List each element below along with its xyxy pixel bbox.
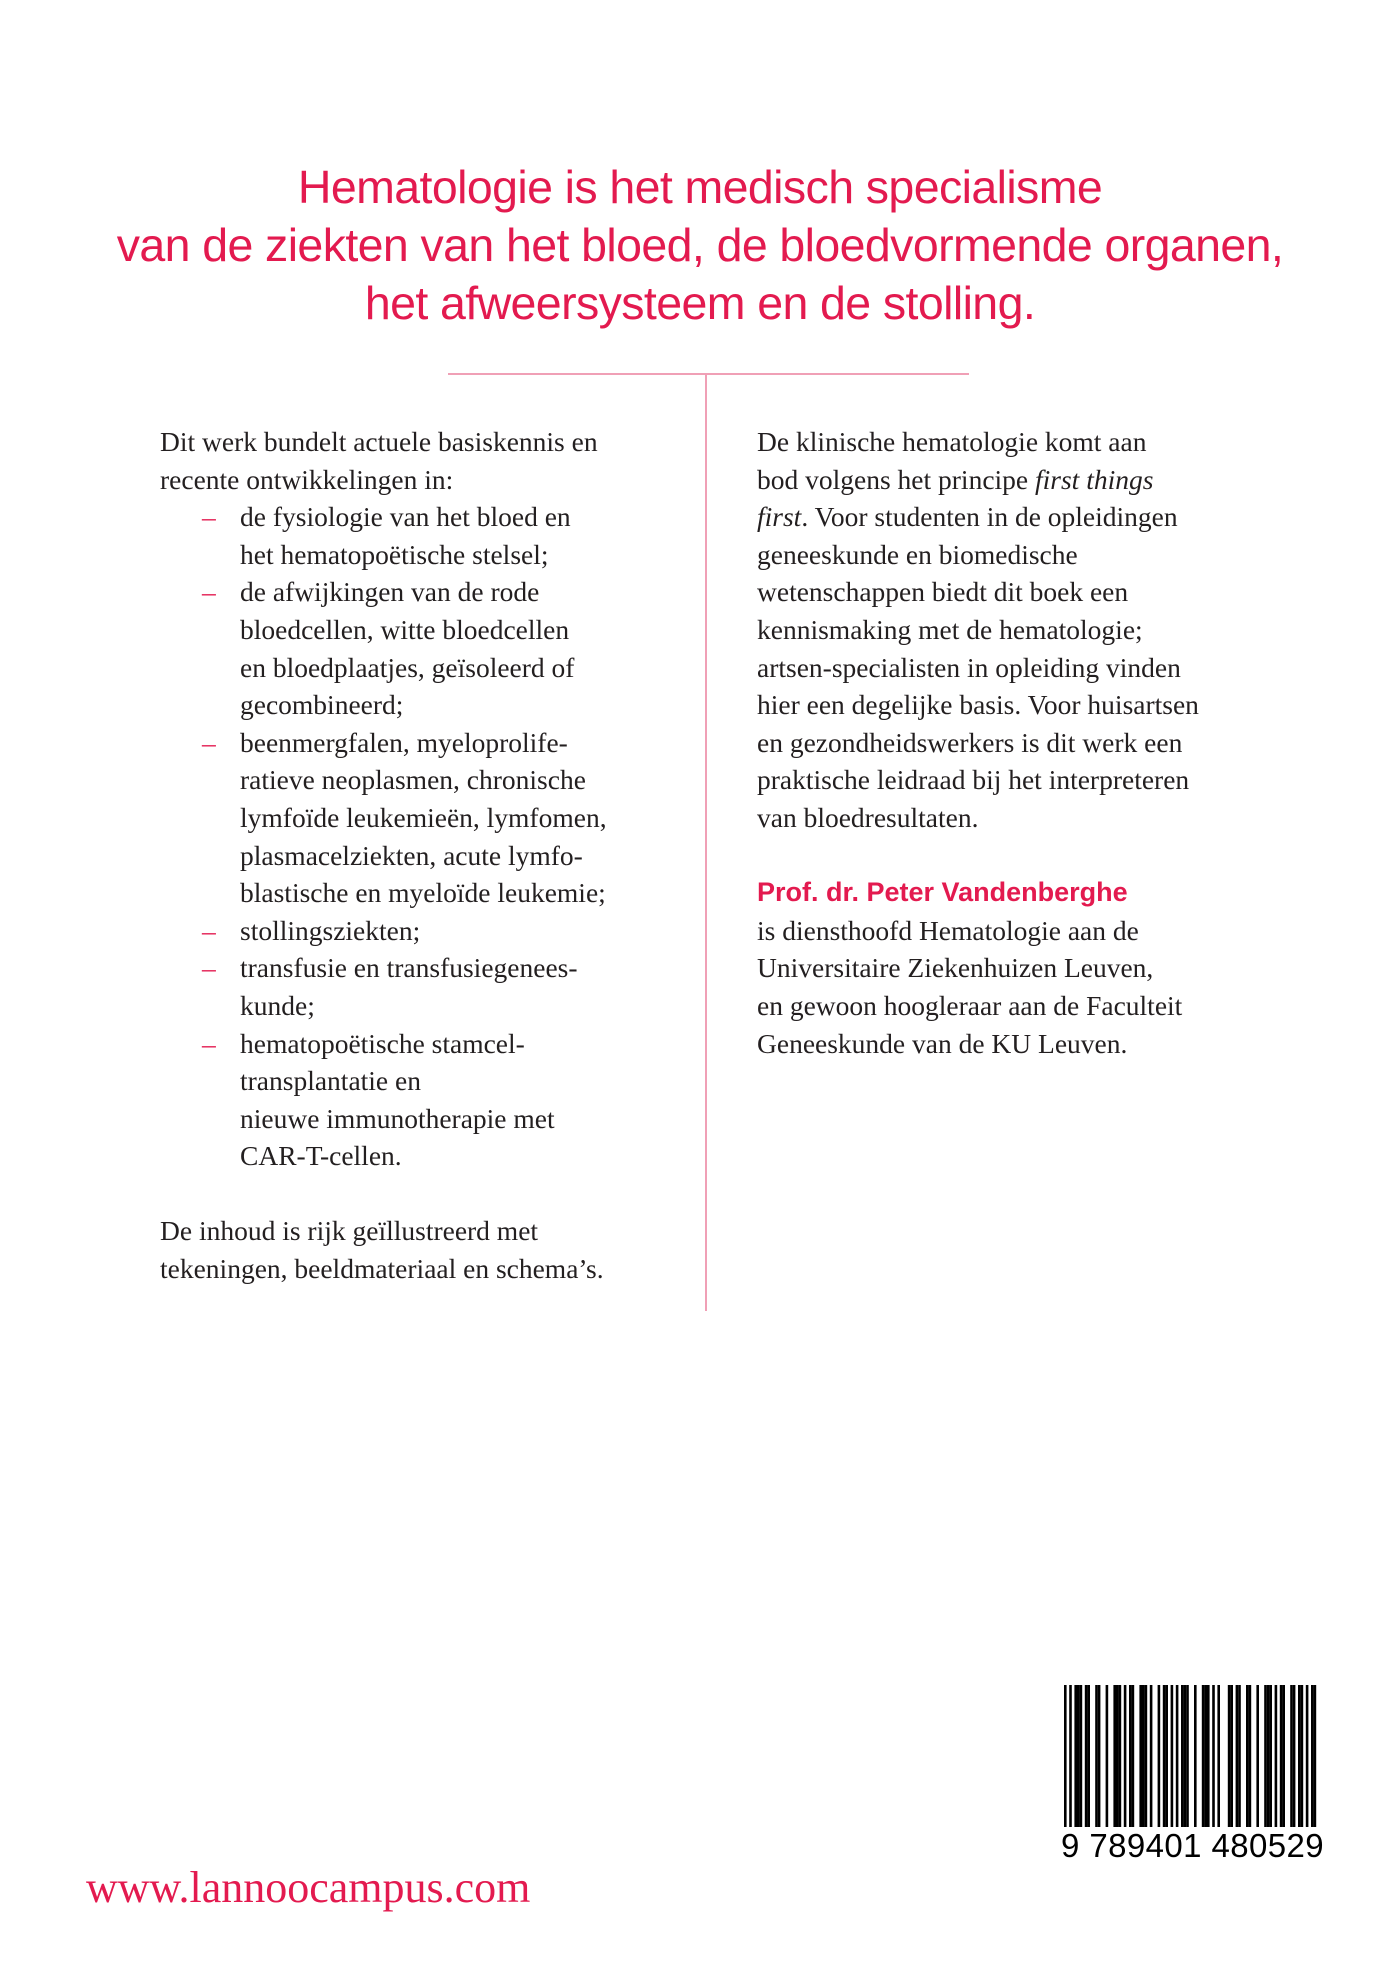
dash-bullet: – [202,726,216,758]
list-item [160,912,690,950]
list-item-line: ratieve neoplasmen, chronische [240,764,586,796]
barcode-bar [1095,1685,1098,1827]
barcode-bar [1204,1685,1207,1827]
barcode-bar [1124,1685,1127,1827]
barcode-bar [1142,1685,1145,1827]
list-item-line: plasmacelziekten, acute lymfo- [240,839,583,871]
list-item-line: bloedcellen, witte bloedcellen [240,613,570,645]
list-item [160,498,690,573]
bio-line: Geneeskunde van de KU Leuven. [757,1027,1128,1059]
barcode-bar [1116,1685,1119,1827]
headline-line: van de ziekten van het bloed, de bloedvormende organen, [116,219,1284,271]
list-item-line: het hematopoëtische stelsel; [240,538,549,570]
list-item-line: nieuwe immunotherapie met [240,1102,555,1134]
barcode-bar [1064,1685,1067,1827]
barcode-bar [1165,1685,1168,1827]
barcode-bar [1238,1685,1241,1827]
list-item-line: gecombineerd; [240,689,404,721]
barcode-bar [1181,1685,1184,1827]
barcode-bar [1249,1685,1252,1827]
bio-line: Universitaire Ziekenhuizen Leuven, [757,952,1154,984]
barcode-bar [1212,1685,1215,1827]
bio-line: en gewoon hoogleraar aan de Faculteit [757,989,1183,1021]
barcode-bar [1085,1685,1088,1827]
paragraph-line [757,461,1287,499]
barcode-bar [1228,1685,1231,1827]
paragraph-italic: first [757,501,802,533]
list-item [160,724,690,912]
dash-bullet: – [202,1027,216,1059]
barcode-bar [1246,1685,1249,1827]
intro-line: Dit werk bundelt actuele basiskennis en [160,426,598,457]
barcode-bar [1230,1685,1233,1827]
list-item [160,1025,690,1175]
barcode-bar [1145,1685,1148,1827]
barcode-bar [1163,1685,1166,1827]
barcode-bar [1129,1685,1132,1827]
barcode-bar [1069,1685,1072,1827]
barcode-bar [1119,1685,1122,1827]
barcode-bar [1264,1685,1267,1827]
barcode-bar [1077,1685,1080,1827]
barcode-bar [1269,1685,1272,1827]
barcode-bar [1217,1685,1220,1827]
dash-bullet: – [202,914,216,946]
barcode-bar [1080,1685,1083,1827]
barcode-bar [1132,1685,1135,1827]
paragraph-line: en gezondheidswerkers is dit werk een [757,726,1183,758]
barcode-bar [1314,1685,1317,1827]
list-item-line: blastische en myeloïde leukemie; [240,877,606,909]
list-item [160,573,690,723]
website-link[interactable]: www.lannoocampus.com [86,1863,531,1912]
outro-line: tekeningen, beeldmateriaal en schema’s. [160,1253,604,1285]
barcode-bar [1298,1685,1301,1827]
barcode-bar [1267,1685,1270,1827]
headline [0,158,1400,332]
headline-line: het afweersysteem en de stolling. [364,277,1036,329]
barcode-bar [1074,1685,1077,1827]
list-item-line: beenmergfalen, myeloprolife- [240,726,568,758]
paragraph-line: hier een degelijke basis. Voor huisartsen [757,689,1199,721]
list-item-line: stollingsziekten; [240,914,421,946]
barcode-bar [1184,1685,1187,1827]
paragraph-text: . Voor studenten in de opleidingen [801,501,1178,533]
list-item-line: transplantatie en [240,1065,421,1097]
barcode-bar [1150,1685,1153,1827]
right-column [757,423,1287,1062]
barcode-bar [1098,1685,1101,1827]
paragraph-line: geneeskunde en biomedische [757,538,1078,570]
paragraph-line: kennismaking met de hematologie; [757,613,1143,645]
barcode-bar [1087,1685,1090,1827]
barcode-bar [1236,1685,1239,1827]
barcode-bar [1306,1685,1309,1827]
headline-line: Hematologie is het medisch specialisme [297,161,1103,213]
barcode-bar [1113,1685,1116,1827]
bio-line: is diensthoofd Hematologie aan de [757,914,1139,946]
barcode-bar [1280,1685,1283,1827]
paragraph-line: De klinische hematologie komt aan [757,426,1147,457]
list-item-line: kunde; [240,989,315,1021]
dash-bullet: – [202,501,216,533]
list-item-line: CAR-T-cellen. [240,1140,402,1172]
list-item-line: en bloedplaatjes, geïsoleerd of [240,651,575,683]
left-column [160,423,690,1288]
paragraph-line: wetenschappen biedt dit boek een [757,576,1129,608]
list-item-line: hematopoëtische stamcel- [240,1027,525,1059]
vertical-divider [705,373,707,1311]
barcode-bar [1186,1685,1189,1827]
barcode-bar [1194,1685,1197,1827]
list-item [160,949,690,1024]
paragraph-italic: first things [1035,463,1154,495]
paragraph-line: van bloedresultaten. [757,801,979,833]
list-item-line: de fysiologie van het bloed en [240,501,571,533]
barcode-bar [1275,1685,1278,1827]
barcode-bar [1176,1685,1179,1827]
barcode-bar [1207,1685,1210,1827]
dash-bullet: – [202,952,216,984]
barcode-bar [1256,1685,1259,1827]
barcode-bar [1282,1685,1285,1827]
list-item-line: de afwijkingen van de rode [240,576,540,608]
barcode [1060,1685,1325,1900]
barcode-bars [1060,1685,1325,1835]
barcode-bar [1301,1685,1304,1827]
barcode-bar [1202,1685,1205,1827]
barcode-bar [1106,1685,1109,1827]
author-name: Prof. dr. Peter Vandenberghe [757,877,1128,908]
isbn-number: 9 789401 480529 [1061,1827,1324,1864]
barcode-bar [1139,1685,1142,1827]
barcode-bar [1293,1685,1296,1827]
list-item-line: transfusie en transfusiegenees- [240,952,578,984]
dash-bullet: – [202,576,216,608]
paragraph-text: bod volgens het principe [757,463,1035,495]
horizontal-divider [448,373,969,375]
paragraph-line: praktische leidraad bij het interpreteren [757,764,1190,796]
barcode-bar [1311,1685,1314,1827]
outro-line: De inhoud is rijk geïllustreerd met [160,1215,539,1247]
list-item-line: lymfoïde leukemieën, lymfomen, [240,801,607,833]
paragraph-line: artsen-specialisten in opleiding vinden [757,651,1181,683]
paragraph-line [757,498,1287,536]
barcode-bar [1290,1685,1293,1827]
barcode-bar [1171,1685,1174,1827]
barcode-bar [1158,1685,1161,1827]
intro-line: recente ontwikkelingen in: [160,463,454,495]
